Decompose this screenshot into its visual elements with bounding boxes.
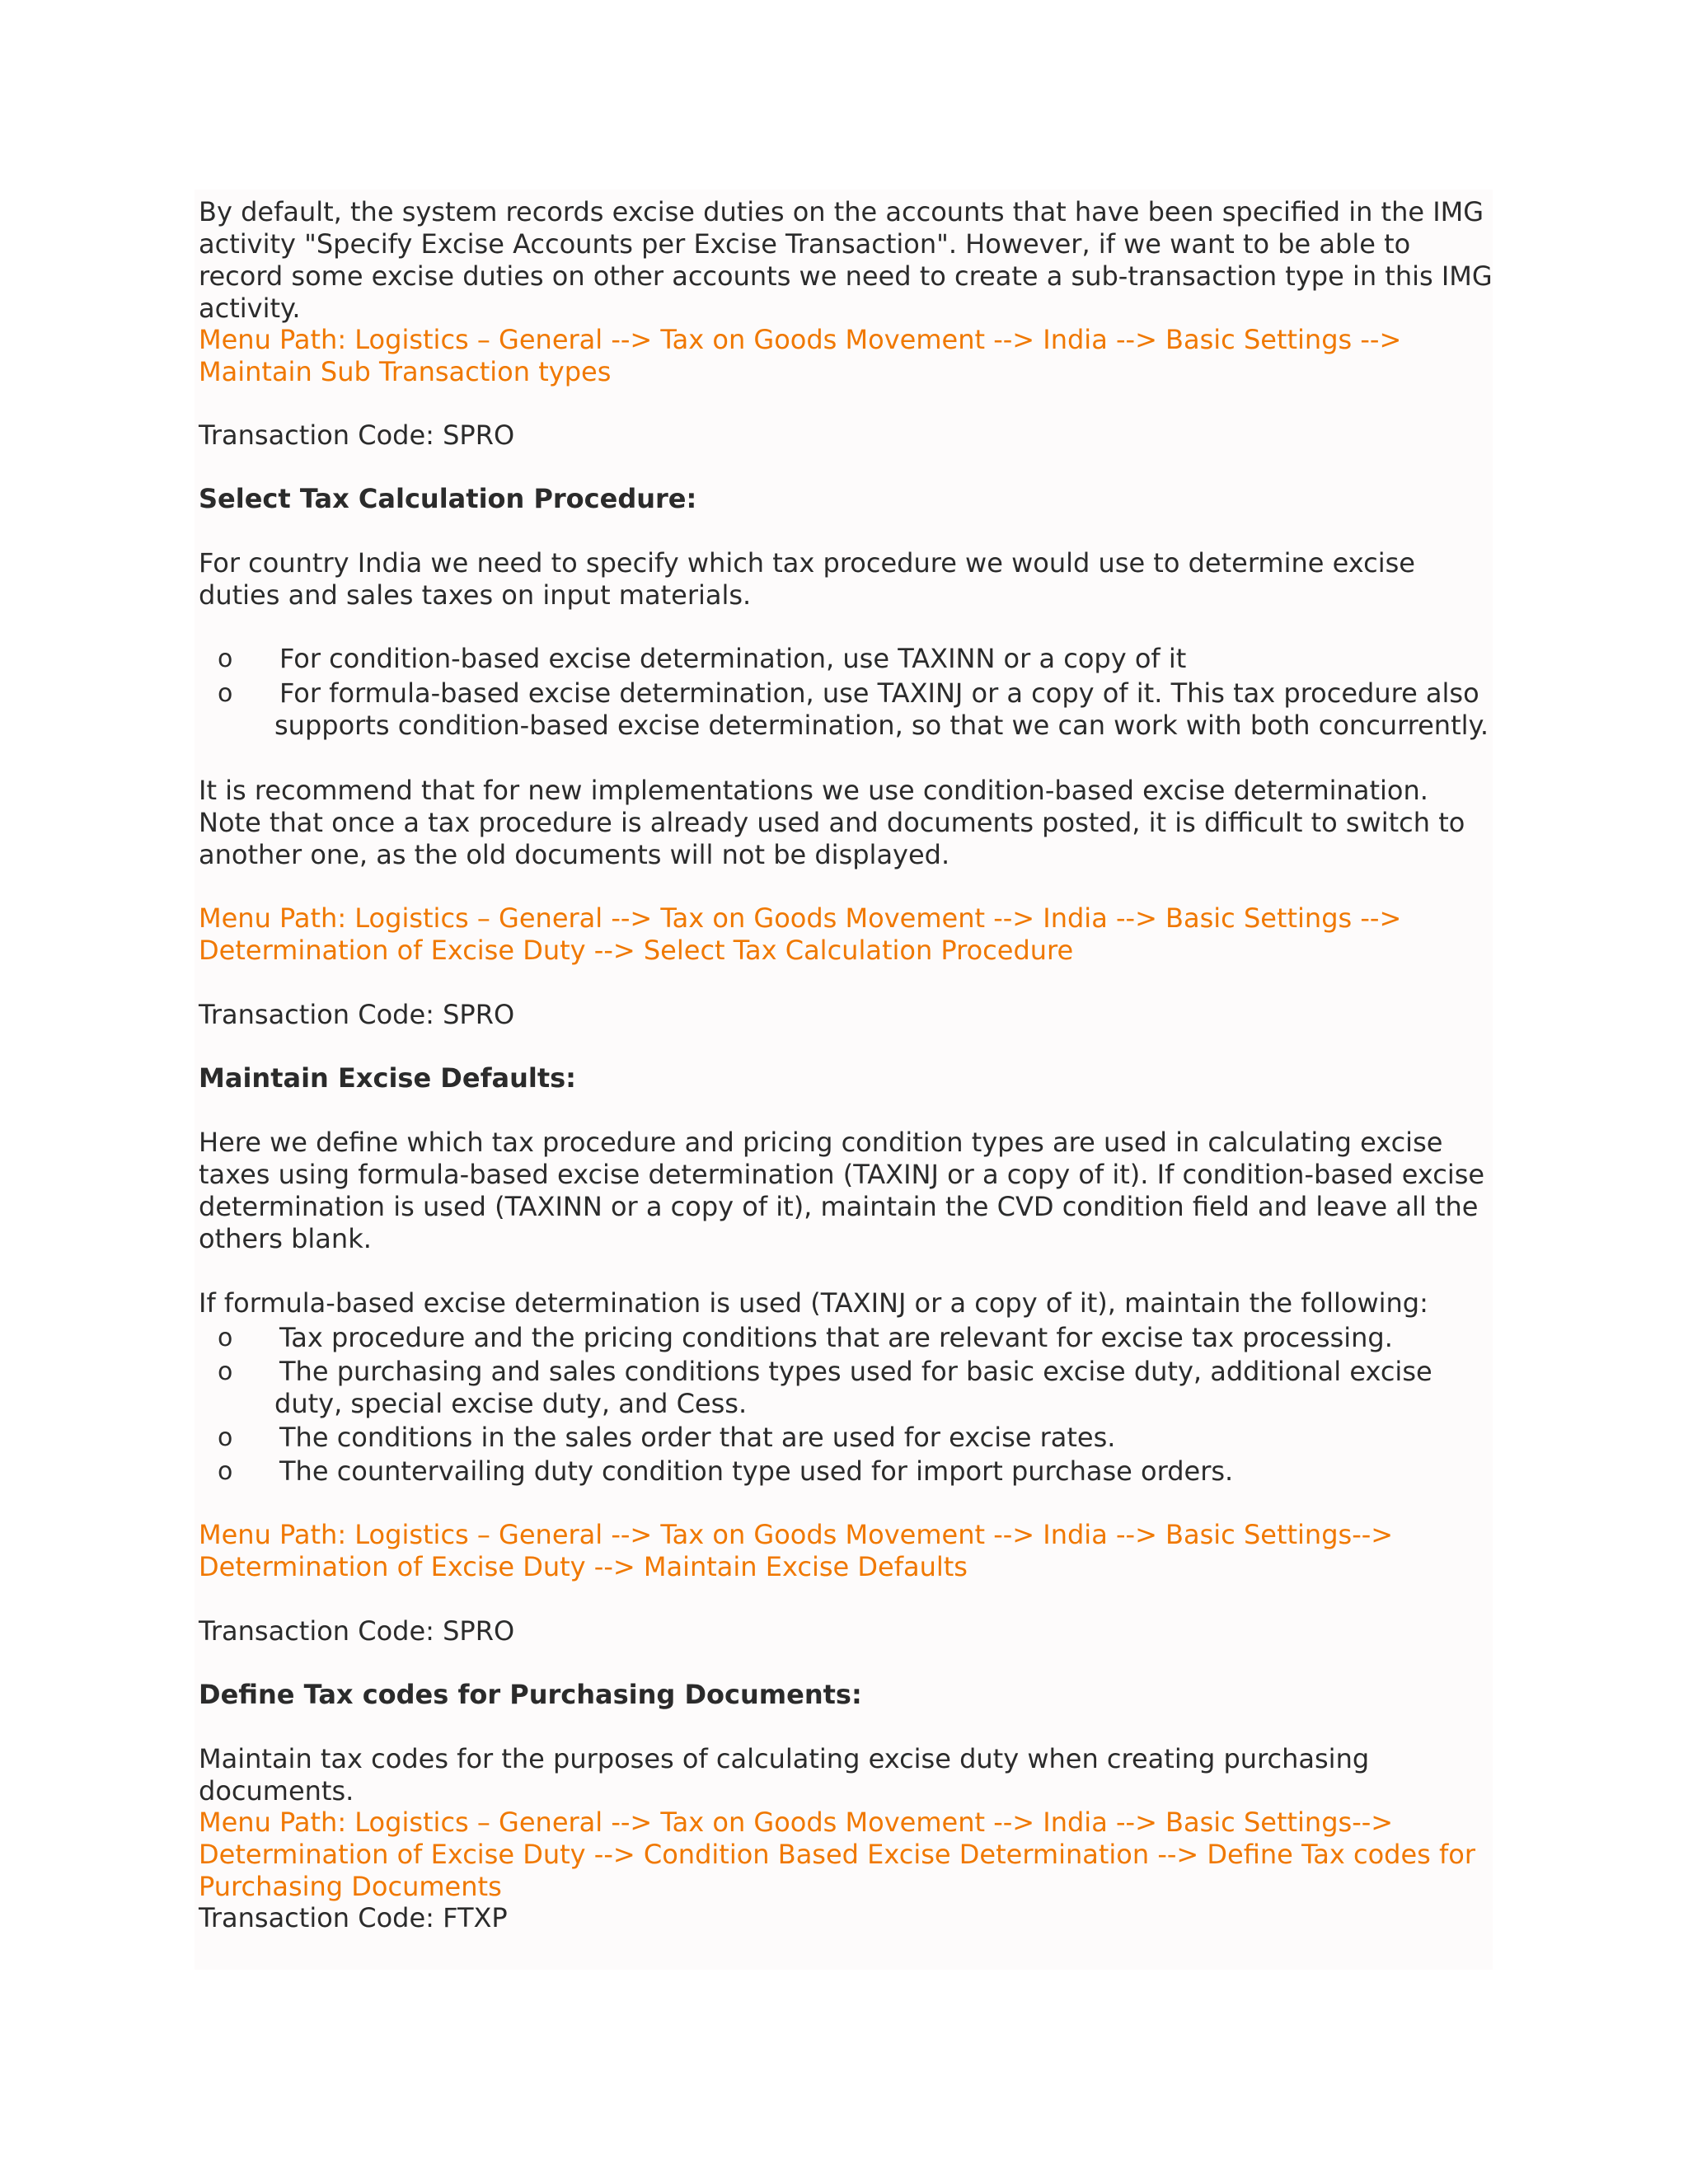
list-item <box>199 1356 1493 1420</box>
heading-define-tax-codes: Define Tax codes for Purchasing Documents: <box>199 1679 862 1710</box>
heading-select-tax-calculation-procedure: Select Tax Calculation Procedure: <box>199 483 697 514</box>
menu-path-maintain-excise-defaults: Menu Path: Logistics – General --> Tax on Goods Movement --> India --> Basic Settings--> Determination of Excise Duty --> Maintain Excise Defaults <box>199 1519 1394 1582</box>
transaction-code-spro-1: Transaction Code: SPRO <box>199 419 515 451</box>
paragraph-recommendation: It is recommend that for new implementations we use condition-based excise determination. Note that once a tax procedure is already used and documents posted, it is difficult to switch to another one, as the old documents will not be displayed. <box>199 775 1465 870</box>
bullet-circle-icon: o <box>218 1357 233 1386</box>
paragraph-excise-defaults: Here we define which tax procedure and pricing condition types are used in calculating excise taxes using formula-based excise determination (TAXINJ or a copy of it). If condition-based excise determination is used (TAXINN or a copy of it), maintain the CVD condition field and leave all the others blank. <box>199 1127 1485 1254</box>
transaction-code-spro-2: Transaction Code: SPRO <box>199 999 515 1030</box>
bullet-circle-icon: o <box>218 679 233 708</box>
list-item-text: The countervailing duty condition type used for import purchase orders. <box>279 1455 1234 1487</box>
tax-procedure-options-list <box>199 643 1493 742</box>
list-item-text: For condition-based excise determination, use TAXINN or a copy of it <box>279 643 1187 674</box>
document-page <box>195 190 1493 1970</box>
list-item-text: Tax procedure and the pricing conditions that are relevant for excise tax processing. <box>279 1322 1393 1353</box>
list-item <box>199 677 1493 742</box>
list-item <box>199 643 1493 675</box>
paragraph-formula-based: If formula-based excise determination is used (TAXINJ or a copy of it), maintain the following: <box>199 1287 1428 1319</box>
paragraph-country-india: For country India we need to specify which tax procedure we would use to determine excise duties and sales taxes on input materials. <box>199 547 1415 611</box>
list-item <box>199 1455 1493 1488</box>
list-item-text: The conditions in the sales order that are used for excise rates. <box>279 1422 1116 1453</box>
list-item <box>199 1422 1493 1454</box>
paragraph-maintain-tax-codes: Maintain tax codes for the purposes of calculating excise duty when creating purchasing documents. <box>199 1743 1370 1807</box>
bullet-circle-icon: o <box>218 1423 233 1452</box>
menu-path-sub-transaction-types: Menu Path: Logistics – General --> Tax on Goods Movement --> India --> Basic Settings --> Maintain Sub Transaction types <box>199 324 1402 387</box>
bullet-circle-icon: o <box>218 1324 233 1352</box>
list-item <box>199 1322 1493 1354</box>
list-item-text: The purchasing and sales conditions types used for basic excise duty, additional excise duty, special excise duty, and Cess. <box>274 1356 1432 1419</box>
menu-path-define-tax-codes: Menu Path: Logistics – General --> Tax on Goods Movement --> India --> Basic Settings--> Determination of Excise Duty --> Condition Based Excise Determination --> Define Tax codes for Purchasing Documents <box>199 1807 1476 1902</box>
transaction-code-spro-3: Transaction Code: SPRO <box>199 1615 515 1647</box>
bullet-circle-icon: o <box>218 644 233 673</box>
transaction-code-ftxp: Transaction Code: FTXP <box>199 1902 508 1933</box>
bullet-circle-icon: o <box>218 1457 233 1486</box>
intro-paragraph: By default, the system records excise duties on the accounts that have been specified in the IMG activity "Specify Excise Accounts per Excise Transaction". However, if we want to be able to record some excise duties on other accounts we need to create a sub-transaction type in this IMG activity. <box>199 196 1493 324</box>
heading-maintain-excise-defaults: Maintain Excise Defaults: <box>199 1062 576 1094</box>
menu-path-select-tax-calculation-procedure: Menu Path: Logistics – General --> Tax on Goods Movement --> India --> Basic Settings --> Determination of Excise Duty --> Select Tax Calculation Procedure <box>199 902 1402 966</box>
formula-based-settings-list <box>199 1322 1493 1488</box>
list-item-text: For formula-based excise determination, use TAXINJ or a copy of it. This tax procedure also supports condition-based excise determination, so that we can work with both concurrently. <box>274 677 1489 741</box>
